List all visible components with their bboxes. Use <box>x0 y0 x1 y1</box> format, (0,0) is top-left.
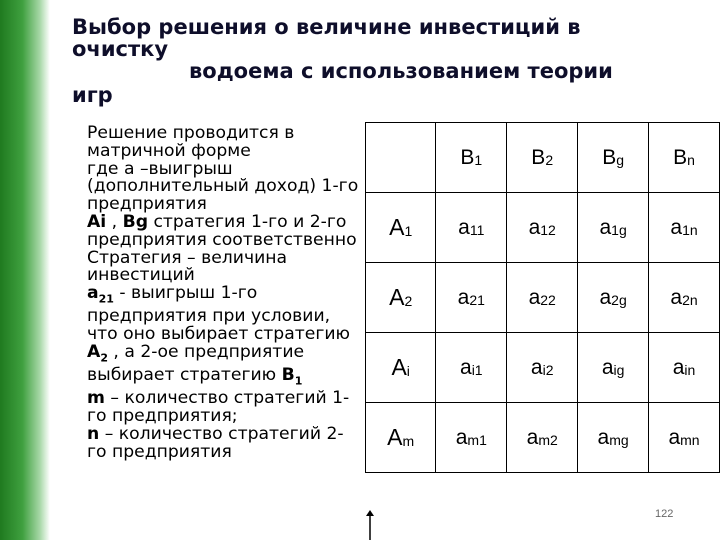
matrix-cell <box>649 333 720 403</box>
explanation-text <box>87 125 362 462</box>
col-head-base: B <box>602 145 617 169</box>
paragraph-6 <box>87 390 362 426</box>
col-head-base: B <box>531 145 546 169</box>
matrix-col-head <box>436 123 507 193</box>
strategy-b1-sub: 1 <box>294 374 303 388</box>
matrix-row-head <box>366 193 436 263</box>
col-head-sub: n <box>687 151 695 168</box>
separator: , <box>106 211 123 232</box>
col-head-base: B <box>460 145 475 169</box>
cell-sub: 21 <box>469 291 485 308</box>
row-head-sub: m <box>402 433 415 449</box>
cell-base: a <box>455 425 468 449</box>
col-head-sub: g <box>616 151 625 168</box>
title-line-1: Выбор решения о величине инвестиций в <box>72 15 581 39</box>
cell-sub: 12 <box>540 221 556 238</box>
matrix-cell <box>436 193 507 263</box>
cell-base: a <box>670 285 683 309</box>
paragraph-5-rest-2: а 2-ое предприятие выбирает стратегию <box>87 342 305 386</box>
payoff-a-sub: 21 <box>98 292 114 306</box>
matrix-row <box>366 263 720 333</box>
symbol-m: m <box>87 388 105 409</box>
cell-base: a <box>457 285 470 309</box>
paragraph-5-rest: - выигрыш 1-го предприятия при условии, что оно выбирает стратегию <box>87 283 350 345</box>
row-head-base: A <box>391 354 407 380</box>
slide-title <box>72 16 672 106</box>
cell-base: a <box>530 355 543 379</box>
cell-sub: i1 <box>471 361 483 378</box>
cell-base: a <box>668 425 681 449</box>
cell-base: a <box>528 215 541 239</box>
strategy-ai: Ai <box>87 211 107 232</box>
matrix-cell <box>436 263 507 333</box>
symbol-n: n <box>87 424 100 445</box>
strategy-a2 <box>87 342 108 365</box>
payoff-matrix <box>365 122 720 473</box>
paragraph-3-rest: стратегия 1-го и 2-го предприятия соответственно <box>87 211 357 250</box>
paragraph-4: Стратегия – величина инвестиций <box>87 247 288 286</box>
cell-sub: m2 <box>538 431 558 448</box>
matrix-cell <box>649 193 720 263</box>
cell-base: a <box>601 355 614 379</box>
matrix-row-head <box>366 333 436 403</box>
cell-sub: i2 <box>542 361 554 378</box>
cell-sub: ig <box>613 361 625 378</box>
payoff-a21 <box>87 283 114 306</box>
cell-sub: m1 <box>467 431 487 448</box>
cell-base: a <box>670 215 683 239</box>
cell-base: a <box>460 355 472 379</box>
matrix-cell <box>507 193 578 263</box>
cell-sub: in <box>684 361 696 378</box>
strategy-bg: Bg <box>122 211 148 232</box>
matrix-cell <box>507 403 578 473</box>
paragraph-2: где а –выигрыш (дополнительный доход) 1-го предприятия <box>87 158 359 215</box>
cell-base: a <box>597 425 610 449</box>
paragraph-7-rest: – количество стратегий 2-го предприятия <box>87 424 344 462</box>
strategy-a2-base: A <box>87 342 101 362</box>
cell-sub: 11 <box>469 221 485 238</box>
page-number: 122 <box>655 508 674 520</box>
cell-base: a <box>528 285 541 309</box>
comma: , <box>107 342 125 362</box>
cell-sub: 2n <box>682 291 698 308</box>
paragraph-6-rest: – количество стратегий 1-го предприятия; <box>87 388 350 427</box>
matrix-cell <box>436 333 507 403</box>
strategy-b1-base: B <box>281 365 295 386</box>
cell-base: a <box>526 425 539 449</box>
title-line-3: водоема с использованием теории <box>189 59 613 83</box>
matrix-cell <box>436 403 507 473</box>
strategy-b1 <box>281 365 303 388</box>
payoff-a-base: a <box>87 283 99 304</box>
matrix-row <box>366 193 720 263</box>
matrix-row <box>366 333 720 403</box>
row-head-sub: i <box>406 363 410 379</box>
col-head-sub: 1 <box>474 151 483 168</box>
matrix-cell <box>578 333 649 403</box>
row-head-sub: 1 <box>404 223 413 239</box>
cell-base: a <box>599 215 612 239</box>
cell-sub: 22 <box>540 291 556 308</box>
cell-sub: 1n <box>682 221 698 238</box>
strategy-a2-sub: 2 <box>100 351 108 365</box>
up-arrow-icon <box>366 510 374 540</box>
paragraph-3 <box>87 211 362 250</box>
cell-base: a <box>599 285 612 309</box>
matrix-cell <box>578 263 649 333</box>
decorative-side-bar <box>0 0 50 540</box>
cell-base: a <box>458 215 470 239</box>
matrix-cell <box>578 403 649 473</box>
matrix-cell <box>649 403 720 473</box>
matrix-col-head <box>578 123 649 193</box>
matrix-row <box>366 403 720 473</box>
row-head-base: A <box>389 214 405 240</box>
matrix-cell <box>507 263 578 333</box>
paragraph-5 <box>87 285 362 390</box>
matrix-cell <box>578 193 649 263</box>
row-head-sub: 2 <box>404 293 413 309</box>
row-head-base: A <box>389 284 405 310</box>
title-line-4: игр <box>72 83 113 107</box>
matrix-col-head <box>507 123 578 193</box>
matrix-header-row <box>366 123 720 193</box>
matrix-cell <box>649 263 720 333</box>
col-head-base: B <box>673 145 688 169</box>
cell-base: a <box>672 355 685 379</box>
cell-sub: 1g <box>611 221 627 238</box>
cell-sub: mn <box>680 431 700 448</box>
title-line-2: очистку <box>72 37 169 61</box>
matrix-corner-cell <box>366 123 436 193</box>
paragraph-1: Решение проводится в матричной форме <box>87 123 295 161</box>
col-head-sub: 2 <box>545 151 554 168</box>
matrix-cell <box>507 333 578 403</box>
row-head-base: A <box>387 424 403 450</box>
matrix-col-head <box>649 123 720 193</box>
paragraph-7 <box>87 426 362 462</box>
matrix-row-head <box>366 403 436 473</box>
cell-sub: mg <box>609 431 629 448</box>
cell-sub: 2g <box>611 291 627 308</box>
matrix-row-head <box>366 263 436 333</box>
